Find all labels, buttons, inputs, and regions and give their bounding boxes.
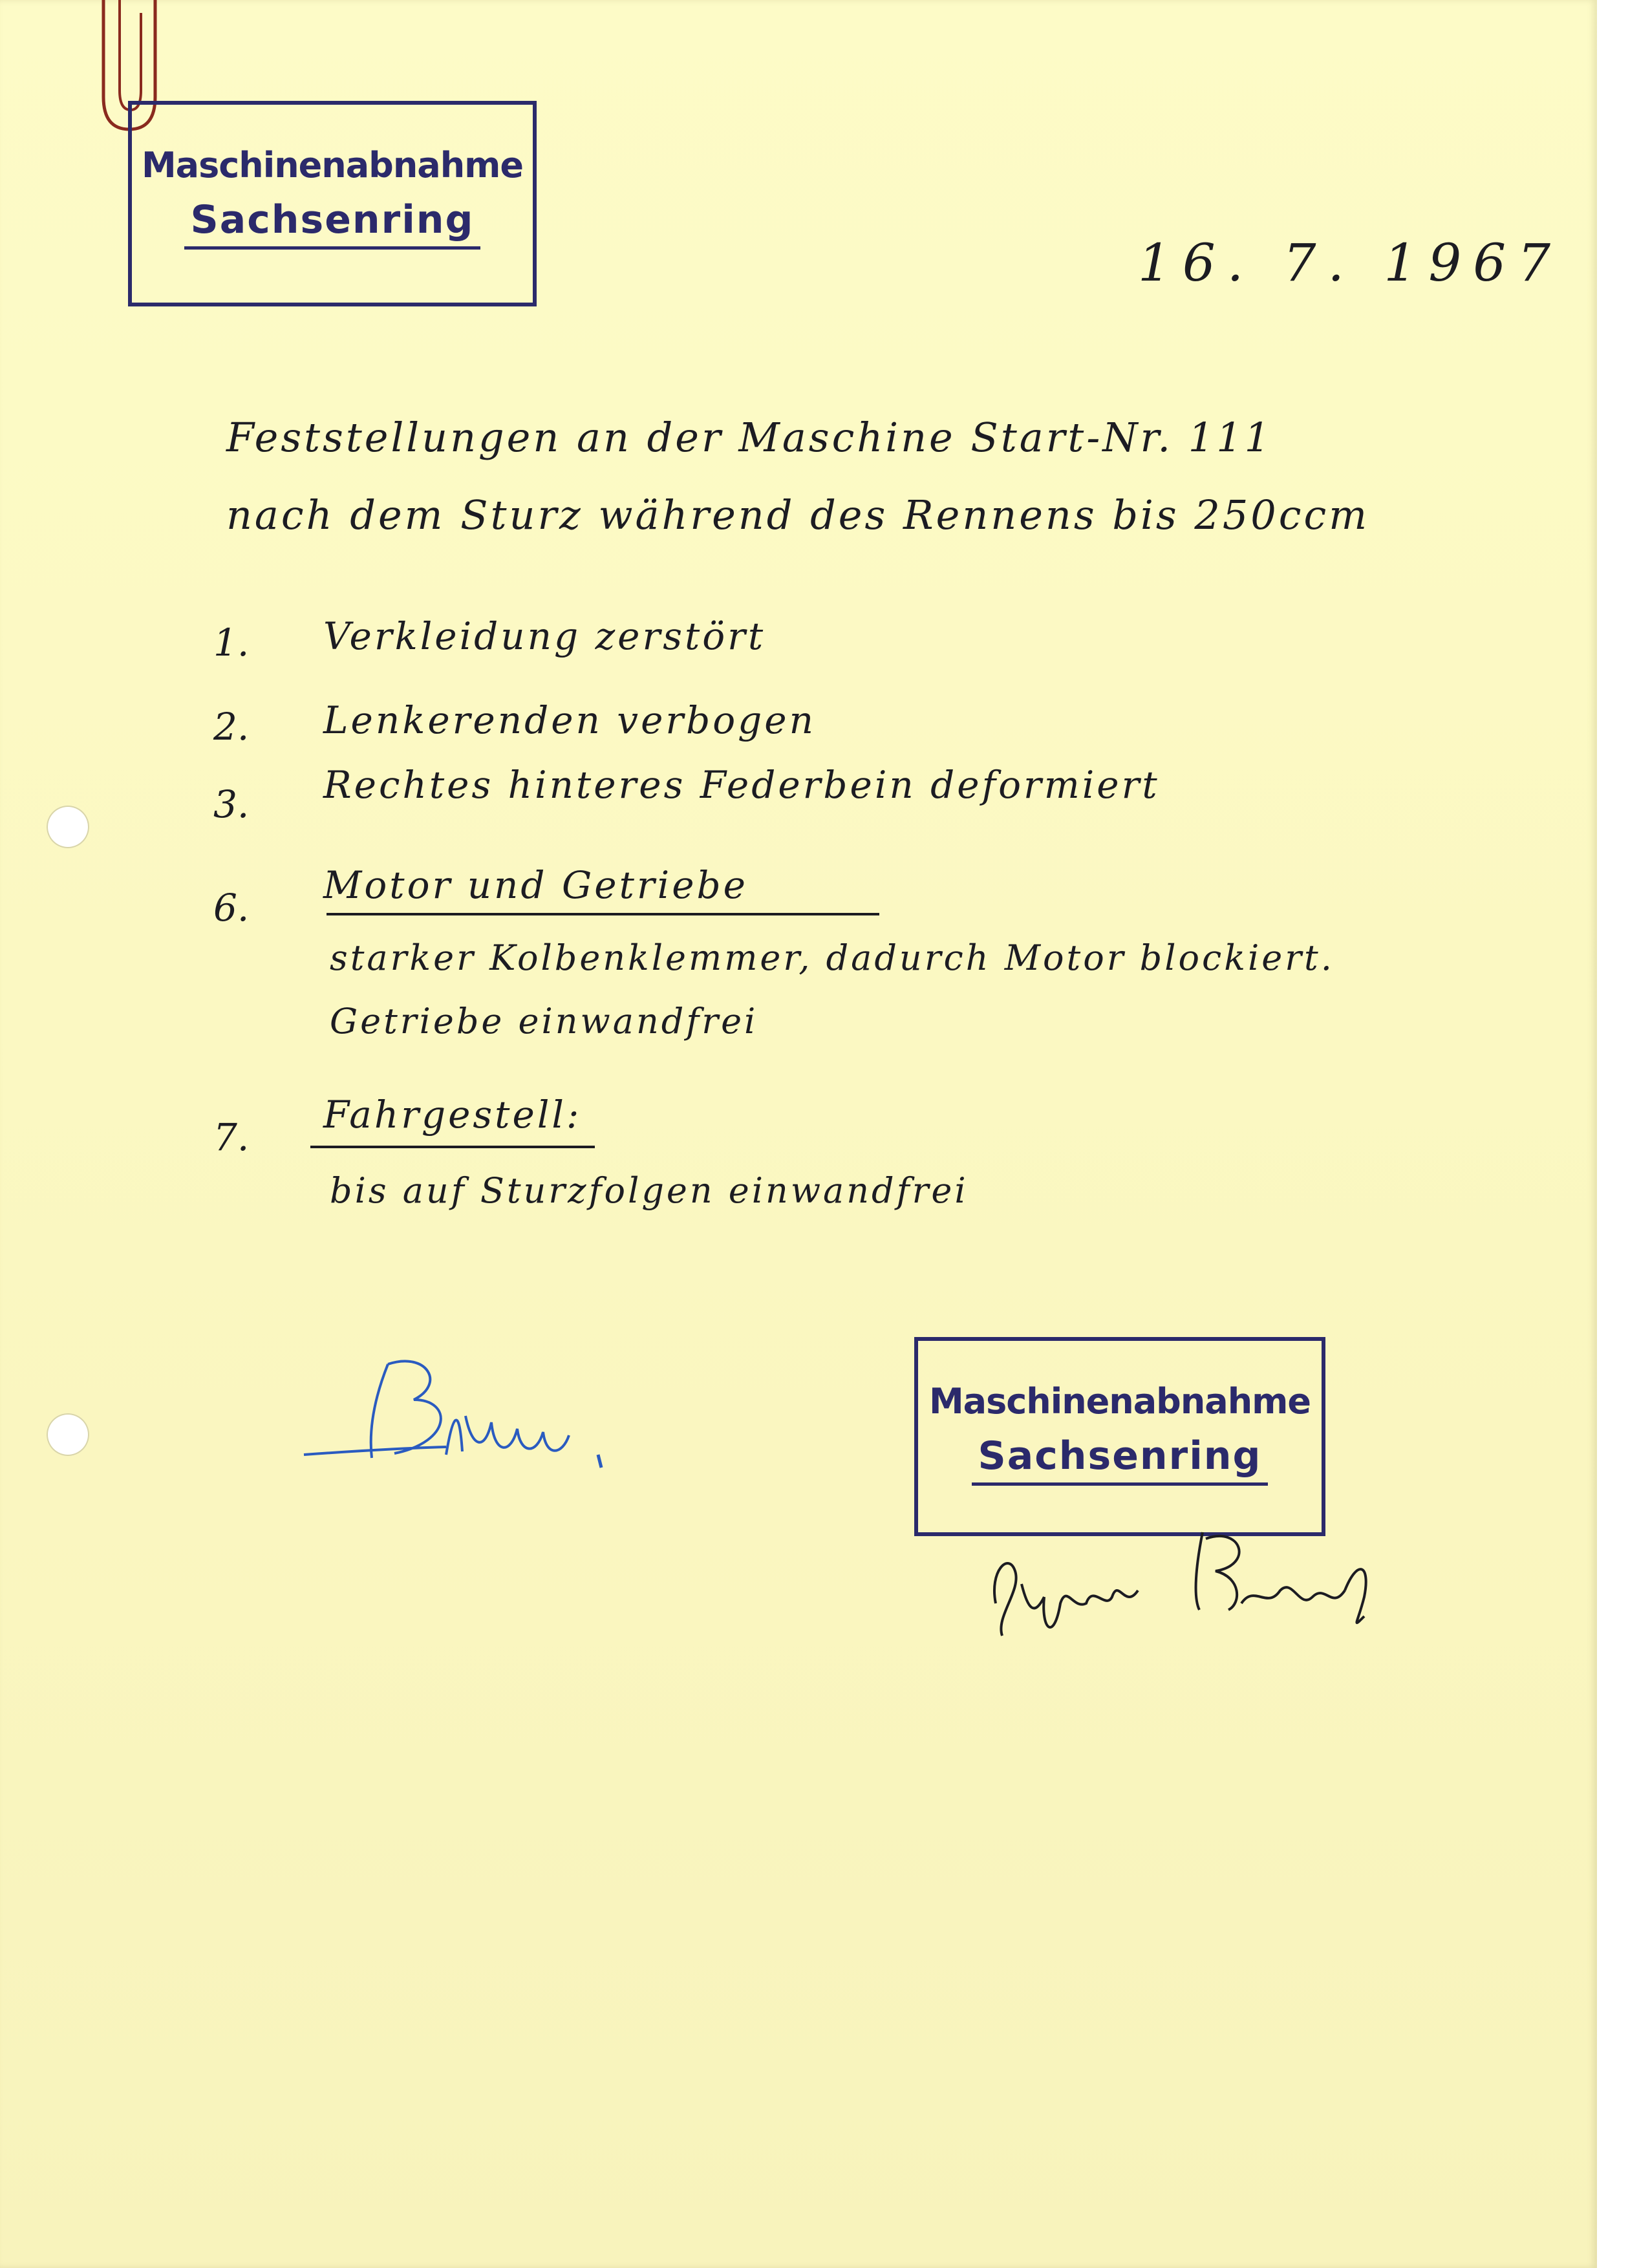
document-date: 16. 7. 1967 <box>1138 233 1563 293</box>
scan-margin <box>1597 0 1650 2268</box>
item-number: 1. <box>213 621 250 665</box>
stamp-top <box>128 101 537 306</box>
punch-hole-upper <box>47 806 89 848</box>
stamp-top-line1: Maschinenabnahme <box>141 145 524 186</box>
item-text: Motor und Getriebe <box>323 863 748 907</box>
stamp-bottom-line1: Maschinenabnahme <box>928 1381 1311 1422</box>
item-text: Fahrgestell: <box>323 1093 582 1137</box>
item-subtext: Getriebe einwandfrei <box>330 1001 758 1042</box>
signature-right <box>983 1506 1384 1655</box>
heading-line2: nach dem Sturz während des Rennens bis 250ccm <box>226 491 1369 539</box>
stamp-bottom-line2: Sachsenring <box>972 1433 1269 1486</box>
item-text: Lenkerenden verbogen <box>323 698 816 742</box>
stamp-top-line2: Sachsenring <box>184 197 481 250</box>
heading-line1: Feststellungen an der Maschine Start-Nr. 111 <box>226 414 1273 461</box>
item-number: 6. <box>213 886 250 930</box>
item-underline <box>327 913 879 915</box>
item-underline <box>310 1146 595 1148</box>
item-subtext: starker Kolbenklemmer, dadurch Motor blockiert. <box>330 937 1334 978</box>
punch-hole-lower <box>47 1413 89 1456</box>
item-subtext: bis auf Sturzfolgen einwandfrei <box>330 1170 969 1211</box>
item-number: 2. <box>213 705 250 749</box>
item-number: 7. <box>213 1115 250 1159</box>
item-text: Verkleidung zerstört <box>323 614 766 658</box>
signature-left <box>297 1338 659 1487</box>
item-text: Rechtes hinteres Federbein deformiert <box>323 763 1160 807</box>
item-number: 3. <box>213 782 250 826</box>
